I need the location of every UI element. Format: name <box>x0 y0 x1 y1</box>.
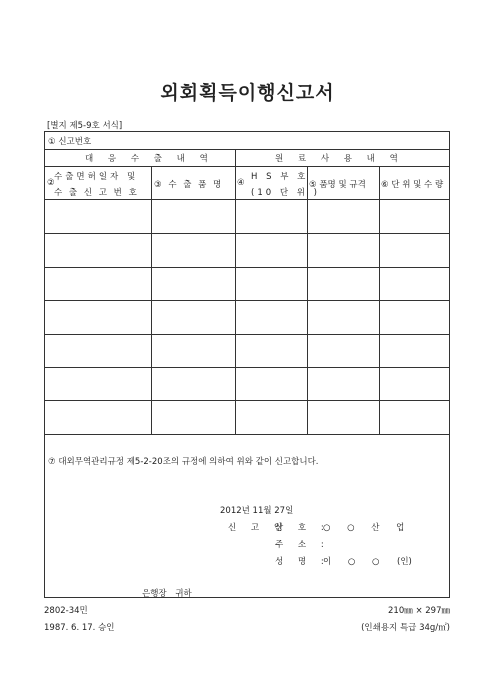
col-unit-quantity: ⑥ 단 위 및 수 량 <box>381 180 444 190</box>
divider <box>151 166 152 434</box>
divider <box>45 199 449 200</box>
divider <box>235 149 236 434</box>
col-export-item: ③ 수 출 품 명 <box>154 180 224 190</box>
form-number-label: [별지 제5-9호 서식] <box>47 121 123 131</box>
name-label: 성 명 : <box>275 557 330 567</box>
seal-mark: (인) <box>397 557 412 567</box>
export-group-header: 대 응 수 출 내 역 <box>85 154 214 164</box>
name-value: 이 ○ ○ <box>323 557 380 567</box>
divider <box>45 334 449 335</box>
divider <box>45 149 449 150</box>
address-label: 주 소 : <box>275 540 330 550</box>
divider <box>307 166 308 434</box>
recipient-line: 은행장 귀하 <box>142 589 192 599</box>
col-export-license-date-line1: 수출면허일자 및 <box>54 172 139 182</box>
material-group-header: 원 료 사 용 내 역 <box>275 154 404 164</box>
divider <box>45 400 449 401</box>
divider <box>45 233 449 234</box>
divider <box>379 166 380 434</box>
col-export-license-circle: ② <box>47 178 55 188</box>
company-label: 상 호 : <box>275 523 330 533</box>
divider <box>45 267 449 268</box>
divider <box>45 434 449 435</box>
col-hs-code-line1: H S 부 호 <box>251 172 309 182</box>
report-number-label: ① 신고번호 <box>48 137 92 147</box>
form-code: 2802-34민 <box>44 606 88 616</box>
col-hs-code-circle: ④ <box>237 178 245 188</box>
reporter-label: 신 고 인 <box>228 523 289 533</box>
paper-spec: (인쇄용지 특급 34g/㎡) <box>361 623 450 633</box>
col-hs-code-line2: (10 단 위 ) <box>251 188 320 198</box>
divider <box>45 300 449 301</box>
declaration-text: ⑦ 대외무역관리규정 제5-2-20조의 규정에 의하여 위와 같이 신고합니다. <box>48 457 319 467</box>
divider <box>45 166 449 167</box>
document-title: 외회획득이행신고서 <box>160 82 335 104</box>
approval-date: 1987. 6. 17. 승인 <box>44 623 115 633</box>
declaration-date: 2012년 11월 27일 <box>220 506 294 516</box>
col-export-license-date-line2: 수 출 신 고 번 호 <box>54 188 139 198</box>
company-value: ○ ○ 산 업 <box>323 523 405 533</box>
report-form <box>44 131 450 598</box>
paper-size: 210㎜ × 297㎜ <box>388 606 450 616</box>
divider <box>45 367 449 368</box>
col-item-spec: ⑤ 품명 및 규격 <box>309 180 366 190</box>
